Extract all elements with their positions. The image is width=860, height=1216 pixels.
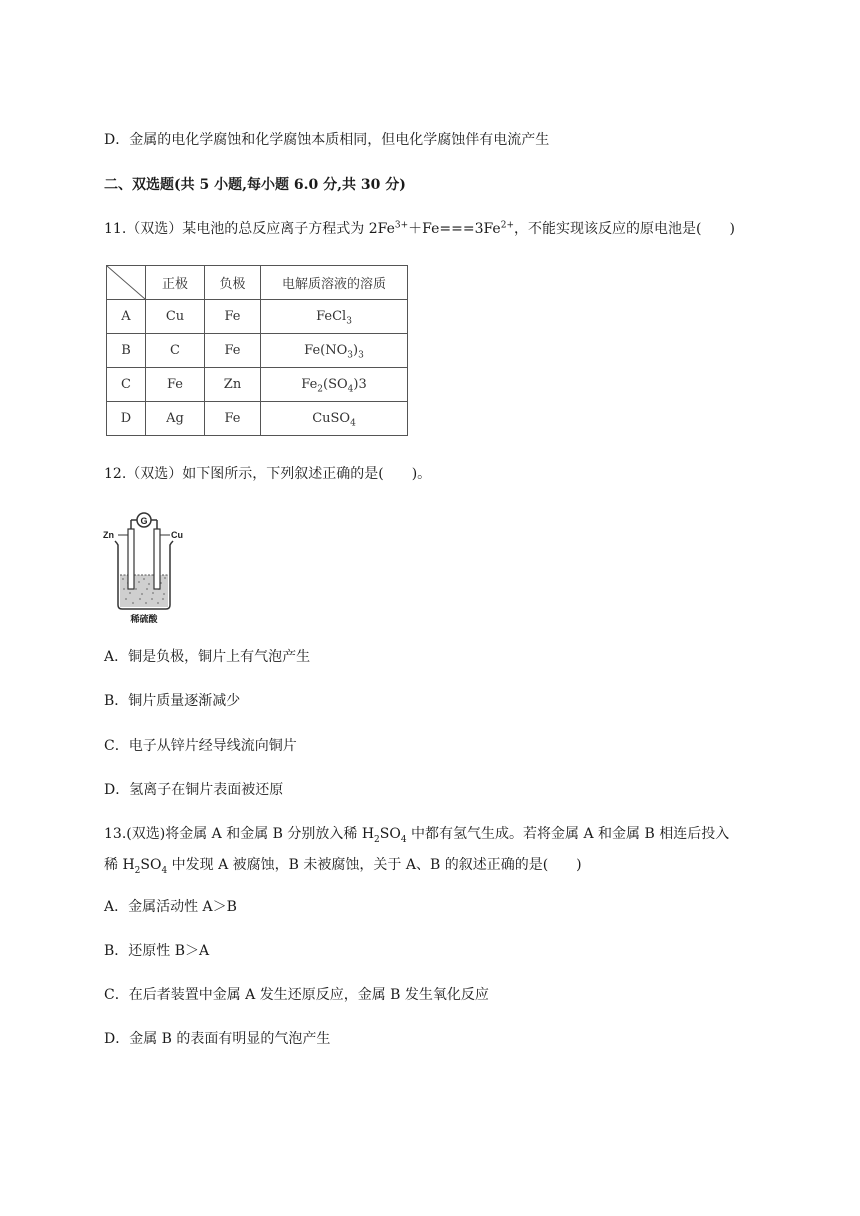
- table-header: 负极: [205, 266, 261, 300]
- q13-stem-line-1: 13.(双选)将金属 A 和金属 B 分别放入稀 $H_2SO_4$ 中都有氢气生成。若将金属 A 和金属 B 相连后投入: [104, 826, 730, 845]
- zinc-label: Zn: [103, 530, 114, 540]
- q12-option-c: C．电子从锌片经导线流向铜片: [104, 738, 297, 754]
- q12-option-d: D．氢离子在铜片表面被还原: [104, 782, 284, 798]
- negative-electrode: Fe: [205, 402, 261, 436]
- electrolyte: $Fe(NO_3)_3$: [261, 334, 408, 368]
- table-header: 电解质溶液的溶质: [261, 266, 408, 300]
- electrolyte-caption: 稀硫酸: [130, 615, 158, 623]
- q12-option-b: B．铜片质量逐渐减少: [104, 693, 241, 709]
- electrolyte: CuSO$_4$: [261, 402, 408, 436]
- table-row: [107, 368, 408, 402]
- q10-option-d: D．金属的电化学腐蚀和化学腐蚀本质相同，但电化学腐蚀伴有电流产生: [104, 132, 550, 148]
- q13-option-d: D．金属 B 的表面有明显的气泡产生: [104, 1031, 331, 1047]
- negative-electrode: Fe: [205, 300, 261, 334]
- table-corner-cell: [107, 266, 146, 300]
- positive-electrode: Cu: [146, 300, 205, 334]
- copper-label: Cu: [171, 530, 183, 540]
- negative-electrode: Zn: [205, 368, 261, 402]
- section-title: 二、双选题(共 5 小题,每小题 6.0 分,共 30 分): [104, 177, 406, 193]
- table-header: 正极: [146, 266, 205, 300]
- positive-electrode: Fe: [146, 368, 205, 402]
- q13-option-b: B．还原性 B＞A: [104, 943, 210, 959]
- q11-stem-part: ＋Fe===3Fe: [408, 221, 501, 237]
- table-row: [107, 402, 408, 436]
- q11-charge-1: 3+: [394, 220, 409, 231]
- row-label: A: [107, 300, 146, 334]
- q13-option-a: A．金属活动性 A＞B: [104, 899, 237, 915]
- table-header-row: [107, 266, 408, 300]
- q11-table: [106, 265, 408, 436]
- q11-charge-2: 2+: [500, 220, 514, 231]
- electrolyte: $Fe_2(SO_4)3$: [261, 368, 408, 402]
- q13-stem-line-2: 稀 $H_2SO_4$ 中发现 A 被腐蚀，B 未被腐蚀，关于 A、B 的叙述正确的是( ): [104, 857, 582, 876]
- galvanometer-label: G: [140, 516, 148, 526]
- q13-option-c: C．在后者装置中金属 A 发生还原反应，金属 B 发生氧化反应: [104, 987, 489, 1003]
- q11-stem-part: 11.（双选）某电池的总反应离子方程式为 2Fe: [104, 221, 395, 237]
- diagonal-line-icon: [107, 266, 145, 299]
- row-label: C: [107, 368, 146, 402]
- q12-stem: 12.（双选）如下图所示，下列叙述正确的是( )。: [104, 466, 432, 482]
- negative-electrode: Fe: [205, 334, 261, 368]
- positive-electrode: Ag: [146, 402, 205, 436]
- q11-stem: [104, 219, 735, 239]
- row-label: B: [107, 334, 146, 368]
- table-row: [107, 300, 408, 334]
- electrolyte: FeCl$_3$: [261, 300, 408, 334]
- zinc-electrode: [128, 529, 134, 589]
- positive-electrode: C: [146, 334, 205, 368]
- table-row: [107, 334, 408, 368]
- q12-option-a: A．铜是负极，铜片上有气泡产生: [104, 649, 311, 665]
- q11-stem-part: ，不能实现该反应的原电池是( ): [514, 221, 735, 237]
- copper-electrode: [154, 529, 160, 589]
- row-label: D: [107, 402, 146, 436]
- galvanic-cell-diagram: [103, 503, 187, 623]
